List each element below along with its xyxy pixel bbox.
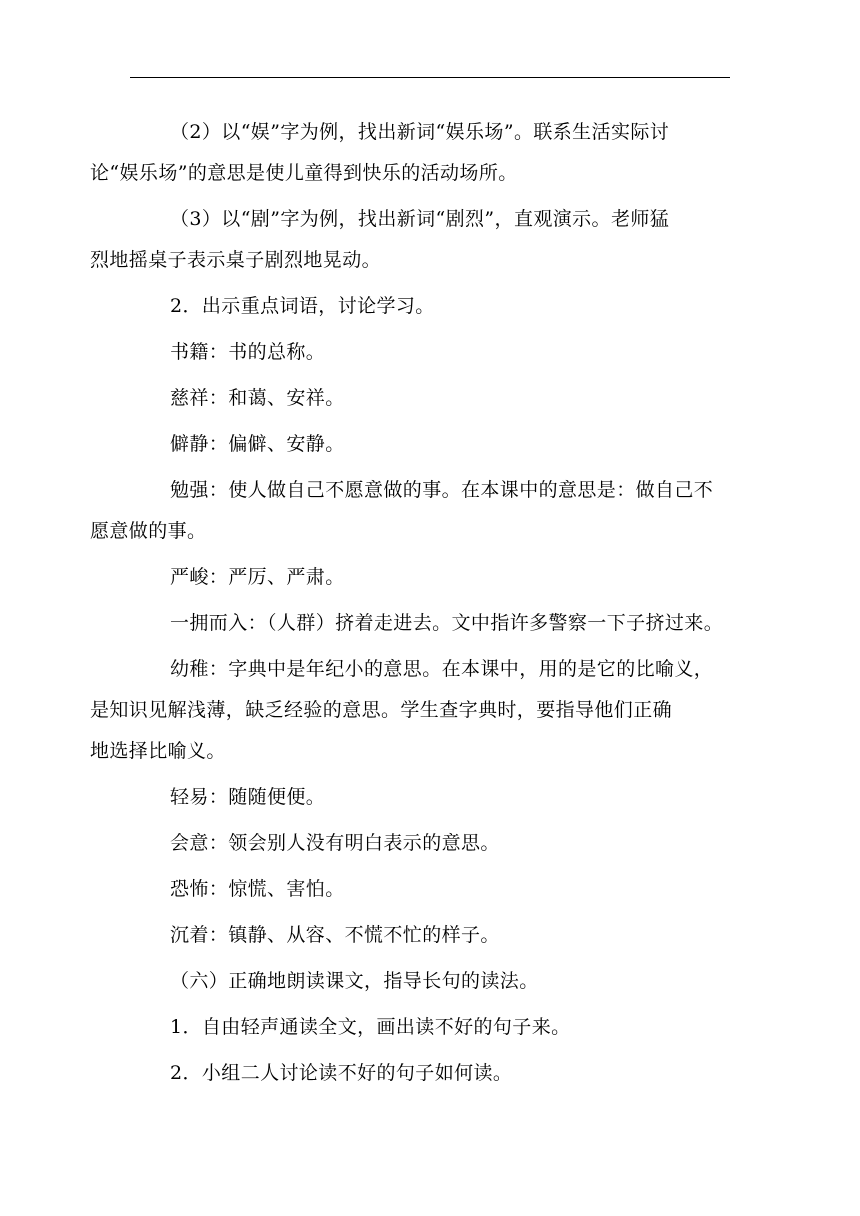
paragraph-line: 1．自由轻声通读全文，画出读不好的句子来。 [170, 1016, 571, 1038]
paragraph-line: 僻静：偏僻、安静。 [170, 433, 345, 455]
paragraph-line: 一拥而入：（人群）挤着走进去。文中指许多警察一下子挤过来。 [170, 612, 724, 634]
paragraph-line: 地选择比喻义。 [90, 740, 226, 762]
paragraph-term-pijing [130, 424, 731, 465]
paragraph-line: 愿意做的事。 [90, 520, 207, 542]
paragraph-julie [90, 199, 731, 281]
paragraph-line: 是知识见解浅薄，缺乏经验的意思。学生查字典时，要指导他们正确 [90, 699, 673, 721]
paragraph-term-shuji [130, 332, 731, 373]
paragraph-line: 幼稚：字典中是年纪小的意思。在本课中，用的是它的比喻义， [170, 658, 714, 680]
document-body [90, 112, 731, 1099]
paragraph-term-yanjun [130, 557, 731, 598]
header-rule [130, 77, 730, 78]
paragraph-line: （2）以“娱”字为例，找出新词“娱乐场”。联系生活实际讨 [170, 121, 670, 143]
paragraph-term-qingyi [130, 777, 731, 818]
paragraph-term-kongbu [130, 869, 731, 910]
paragraph-line: 2．小组二人讨论读不好的句子如何读。 [170, 1062, 513, 1084]
paragraph-line: 勉强：使人做自己不愿意做的事。在本课中的意思是：做自己不 [170, 479, 714, 501]
paragraph-line: （六）正确地朗读课文，指导长句的读法。 [170, 970, 539, 992]
paragraph-term-chenzhuo [130, 915, 731, 956]
paragraph-line: 论“娱乐场”的意思是使儿童得到快乐的活动场所。 [90, 162, 518, 184]
paragraph-line: 严峻：严厉、严肃。 [170, 566, 345, 588]
paragraph-yule-chang [90, 112, 731, 194]
paragraph-term-youzhi [90, 649, 731, 772]
paragraph-line: 轻易：随随便便。 [170, 786, 326, 808]
paragraph-line: 会意：领会别人没有明白表示的意思。 [170, 832, 500, 854]
paragraph-step-one [130, 1007, 731, 1048]
paragraph-line: 沉着：镇静、从容、不慌不忙的样子。 [170, 924, 500, 946]
paragraph-line: （3）以“剧”字为例，找出新词“剧烈”，直观演示。老师猛 [170, 208, 670, 230]
paragraph-section-six [130, 961, 731, 1002]
paragraph-term-mianqiang [90, 470, 731, 552]
paragraph-line: 烈地摇桌子表示桌子剧烈地晃动。 [90, 249, 382, 271]
paragraph-line: 2．出示重点词语，讨论学习。 [170, 295, 435, 317]
paragraph-line: 书籍：书的总称。 [170, 341, 326, 363]
paragraph-term-cixiang [130, 378, 731, 419]
paragraph-term-yiyongerru [130, 603, 731, 644]
paragraph-key-words-heading [130, 286, 731, 327]
paragraph-line: 恐怖：惊慌、害怕。 [170, 878, 345, 900]
paragraph-line: 慈祥：和蔼、安祥。 [170, 387, 345, 409]
paragraph-step-two [130, 1053, 731, 1094]
paragraph-term-huiyi [130, 823, 731, 864]
